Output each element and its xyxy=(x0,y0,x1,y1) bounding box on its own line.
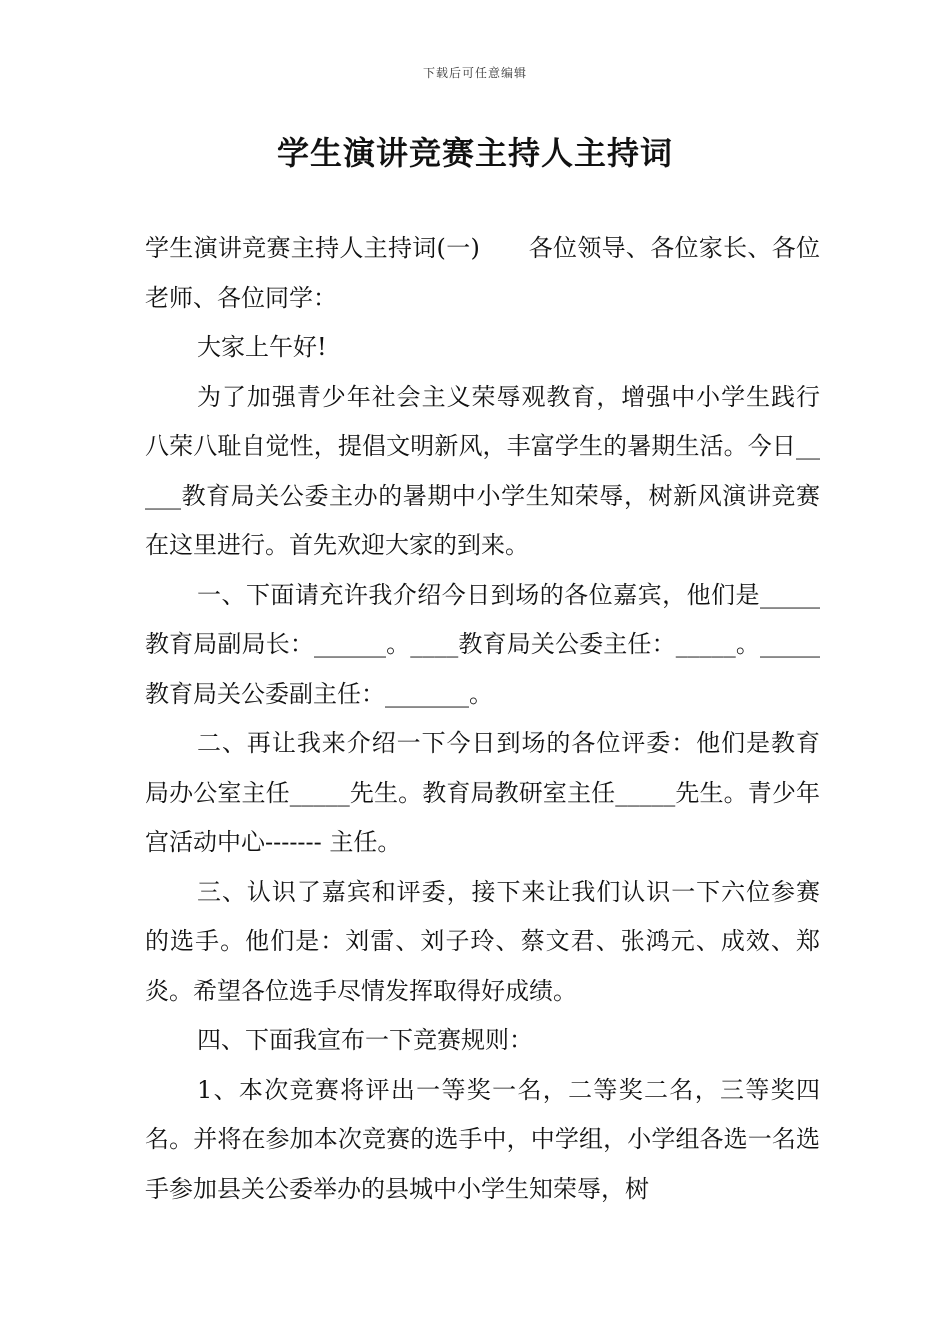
paragraph-hello: 大家上午好! xyxy=(197,333,327,361)
paragraph-judges: 二、再让我来介绍一下今日到场的各位评委：他们是教育局办公室主任_____先生。教育局教研室主任_____先生。青少年宫活动中心------- 主任。 xyxy=(145,729,820,856)
paragraph-intro: 为了加强青少年社会主义荣辱观教育，增强中小学生践行八荣八耻自觉性，提倡文明新风，丰富学生的暑期生活。今日_____教育局关公委主办的暑期中小学生知荣辱，树新风演讲竞赛在这里进行。首先欢迎大家的到来。 xyxy=(145,382,820,559)
document-title: 学生演讲竞赛主持人主持词 xyxy=(276,134,673,172)
paragraph-rules-heading: 四、下面我宣布一下竞赛规则： xyxy=(197,1026,533,1054)
header-note: 下载后可任意编辑 xyxy=(422,66,527,80)
paragraph-greeting: 学生演讲竞赛主持人主持词(一) 各位领导、各位家长、各位老师、各位同学： xyxy=(145,234,820,312)
paragraph-rule-1: 1、本次竞赛将评出一等奖一名，二等奖二名，三等奖四名。并将在参加本次竞赛的选手中，中学组，小学组各选一名选手参加县关公委举办的县城中小学生知荣辱，树 xyxy=(145,1075,820,1203)
paragraph-guests: 一、下面请充许我介绍今日到场的各位嘉宾，他们是_____教育局副局长：______。____教育局关公委主任：_____。_____教育局关公委副主任：_______。 xyxy=(145,580,820,708)
document-body xyxy=(145,224,820,1214)
paragraph-contestants: 三、认识了嘉宾和评委，接下来让我们认识一下六位参赛的选手。他们是：刘雷、刘子玲、蔡文君、张鸿元、成效、郑炎。希望各位选手尽情发挥取得好成绩。 xyxy=(145,877,820,1005)
